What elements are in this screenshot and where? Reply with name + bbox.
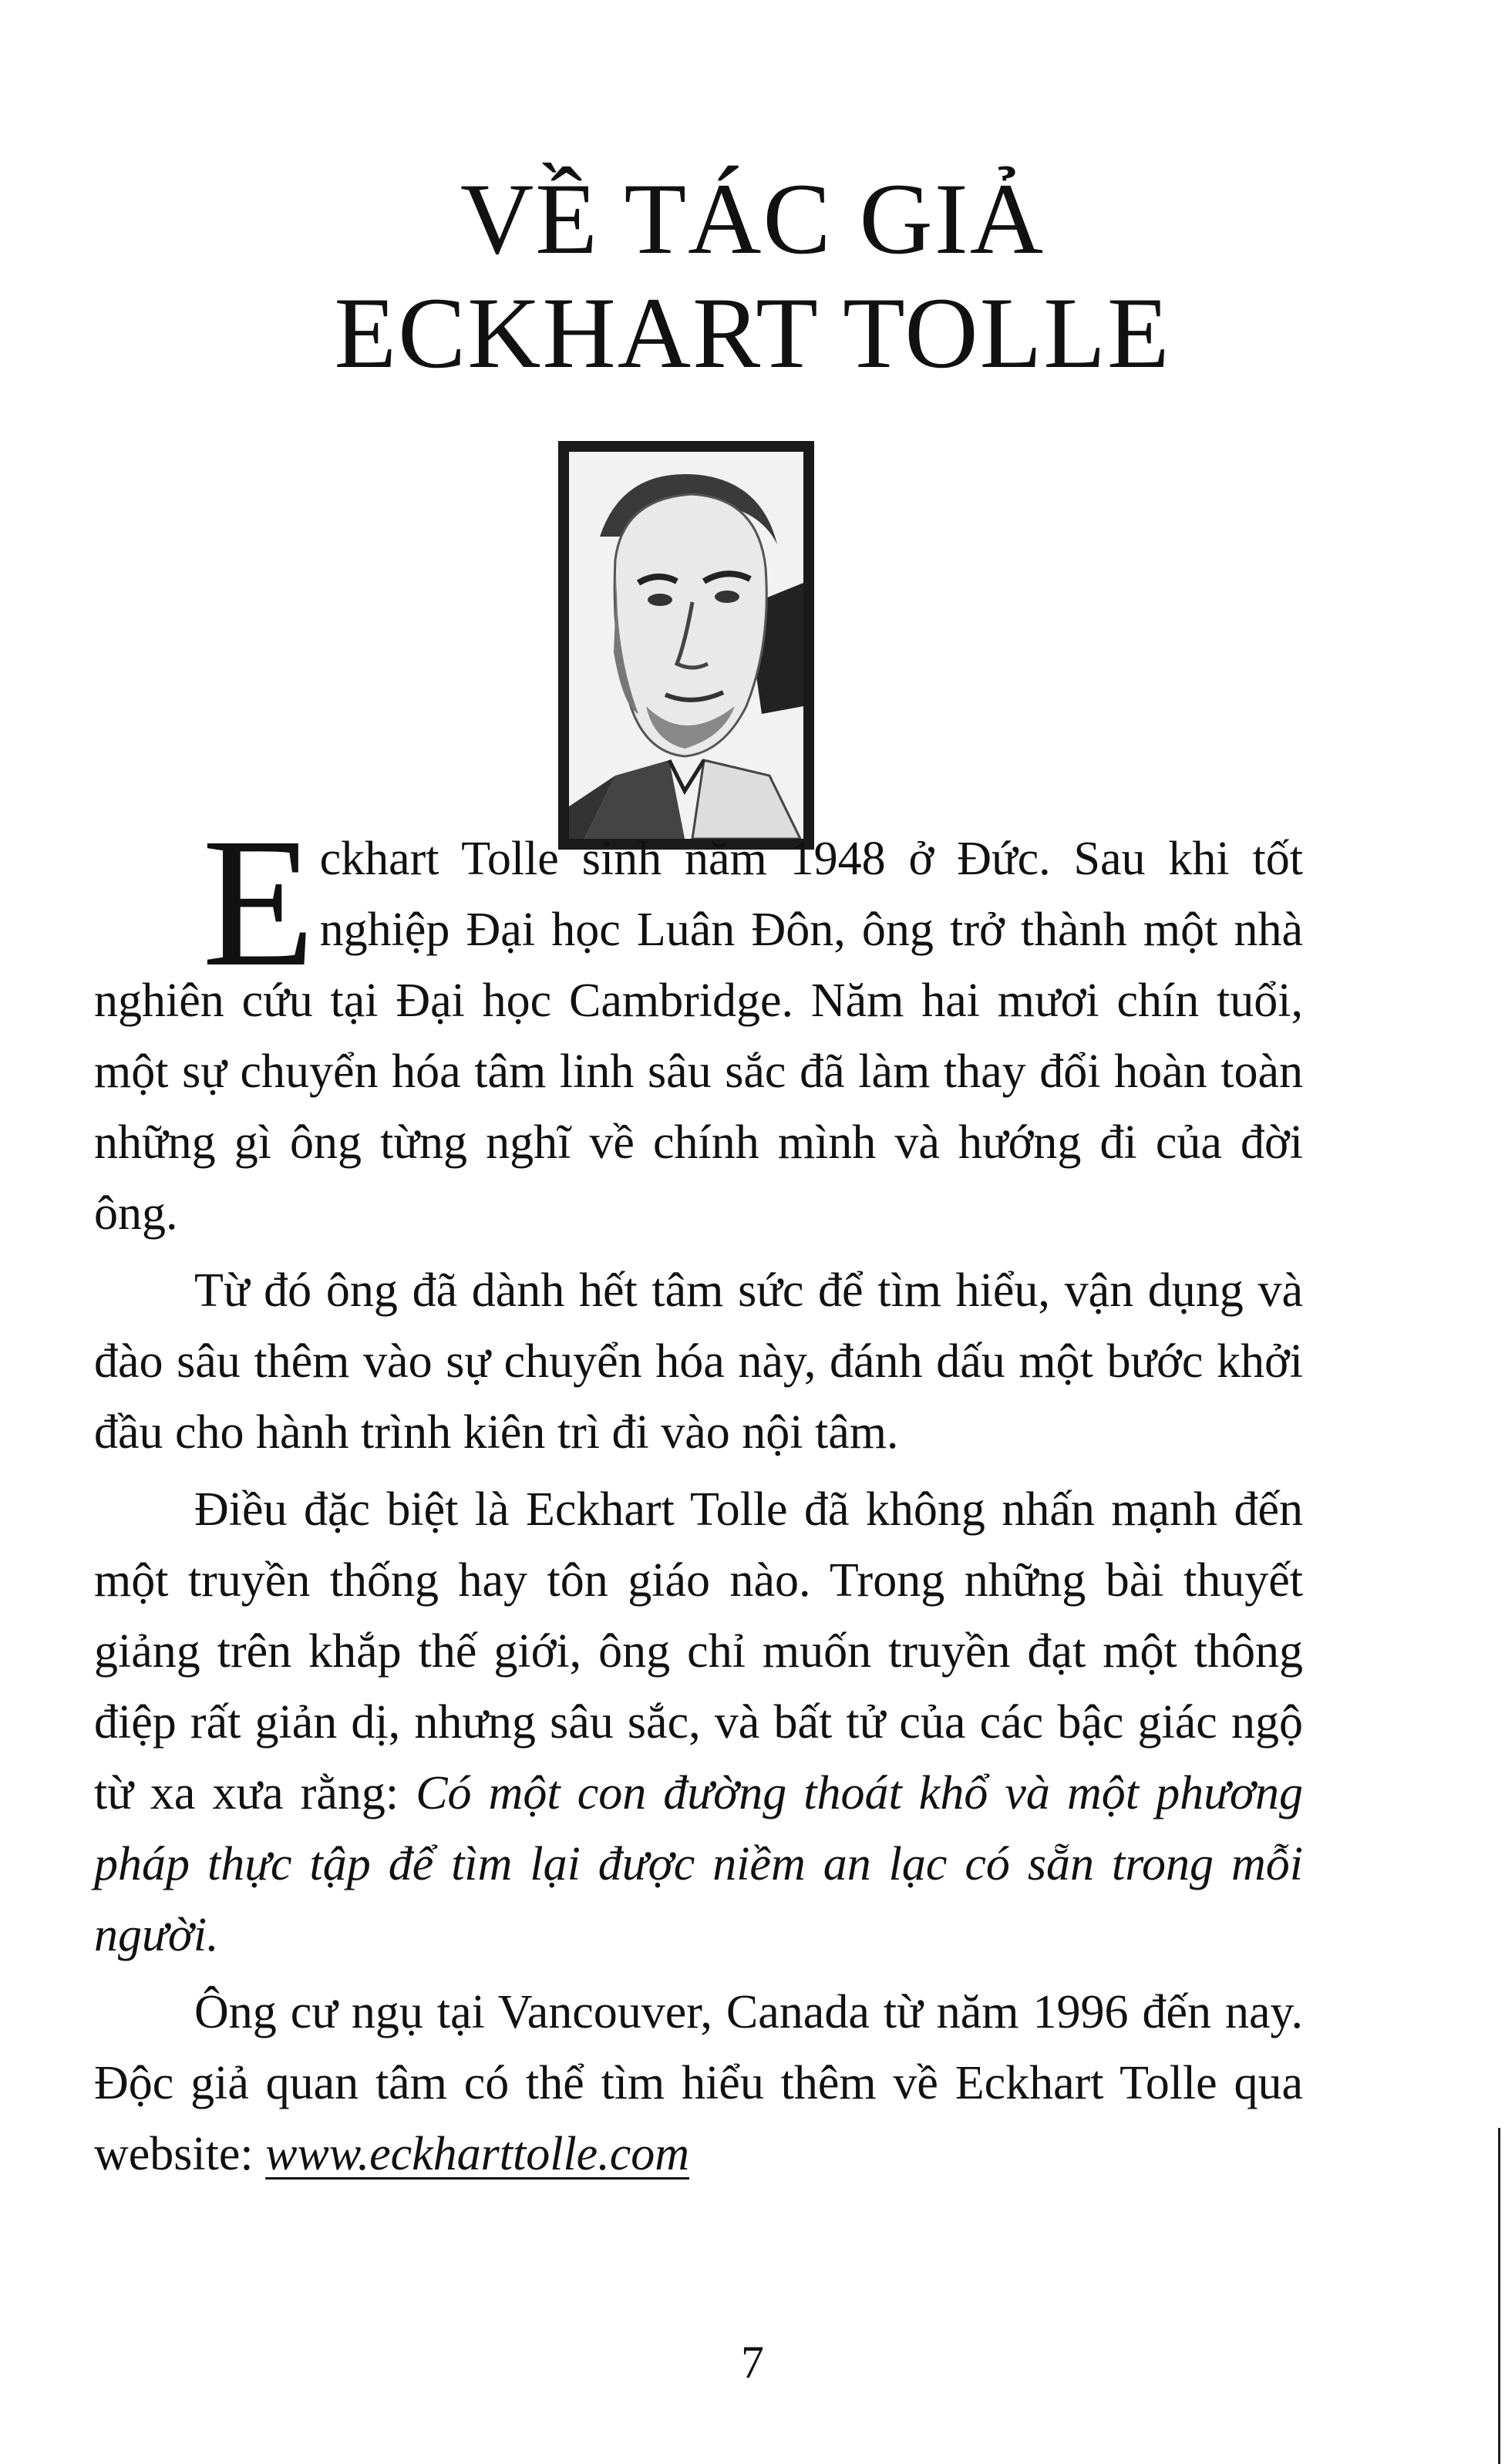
paragraph-4	[94, 1977, 1303, 2190]
website-link[interactable]: www.eckharttolle.com	[265, 2128, 689, 2180]
chapter-title-line-2: ECKHART TOLLE	[334, 276, 1171, 389]
drop-cap: E	[202, 799, 315, 1005]
author-portrait	[558, 441, 814, 850]
paragraph-1	[94, 799, 1303, 1249]
paragraph-1-text: ckhart Tolle sinh năm 1948 ở Đức. Sau khi tốt nghiệp Đại học Luân Đôn, ông trở thành một nhà nghiên cứu tại Đại học Cambridge. Năm hai mươi chín tuổi, một sự chuyển hóa tâm linh sâu sắc đã làm thay đổi hoàn toàn những gì ông từng nghĩ về chính mình và hướng đi của đời ông.	[94, 833, 1303, 1240]
paragraph-4-text: Ông cư ngụ tại Vancouver, Canada từ năm 1996 đến nay. Độc giả quan tâm có thể tìm hiểu thêm về Eckhart Tolle qua website:	[94, 1986, 1303, 2180]
paragraph-3-text: Điều đặc biệt là Eckhart Tolle đã không nhấn mạnh đến một truyền thống hay tôn giáo nào. Trong những bài thuyết giảng trên khắp thế giới, ông chỉ muốn truyền đạt một thông điệp rất giản dị, nhưng sâu sắc, và bất tử của các bậc giác ngộ từ xa xưa rằng:	[94, 1483, 1303, 1819]
page-edge-divider	[1498, 2128, 1500, 2464]
paragraph-3-quote: Có một con đường thoát khổ và một phương pháp thực tập để tìm lại được niềm an lạc có sẵn trong mỗi người.	[94, 1767, 1303, 1961]
body-text	[94, 799, 1303, 2196]
author-photo-icon	[569, 452, 803, 839]
chapter-title	[0, 162, 1505, 390]
paragraph-3	[94, 1474, 1303, 1971]
paragraph-2: Từ đó ông đã dành hết tâm sức để tìm hiểu, vận dụng và đào sâu thêm vào sự chuyển hóa này, đánh dấu một bước khởi đầu cho hành trình kiên trì đi vào nội tâm.	[94, 1264, 1303, 1459]
chapter-title-line-1: VỀ TÁC GIẢ	[460, 162, 1045, 275]
page-number: 7	[741, 2337, 764, 2388]
